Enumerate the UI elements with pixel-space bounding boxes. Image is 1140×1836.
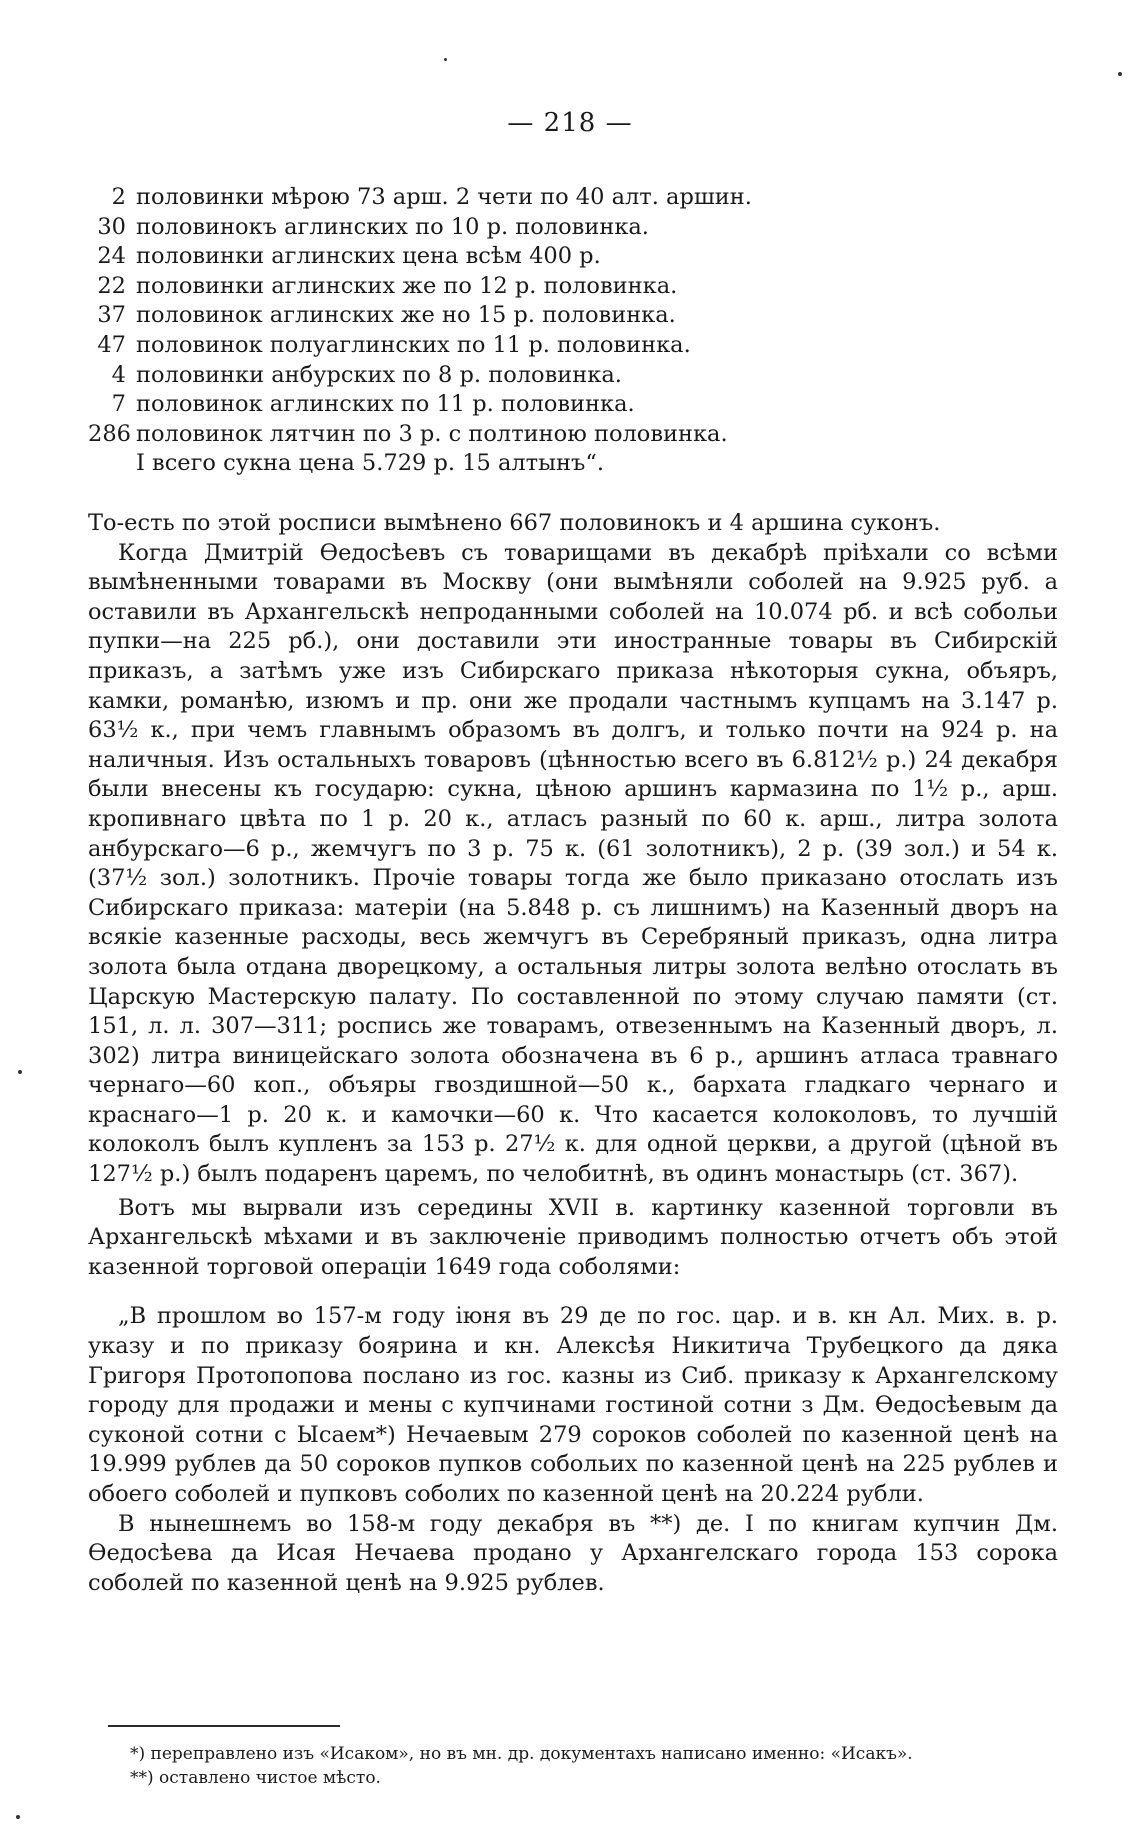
list-item bbox=[88, 301, 1058, 331]
list-total bbox=[88, 449, 1058, 479]
list-item-text: половинок аглинских по 11 р. половинка. bbox=[136, 391, 635, 418]
list-item-number: 7 bbox=[111, 391, 126, 418]
scan-speck bbox=[18, 1070, 22, 1074]
footnotes bbox=[130, 1742, 1060, 1790]
list-item-number: 286 bbox=[88, 420, 131, 447]
list-item-text: половинки мѣрою 73 арш. 2 чети по 40 алт. аршин. bbox=[136, 184, 752, 210]
scan-speck bbox=[444, 58, 447, 61]
list-item-number: 2 bbox=[111, 184, 126, 210]
list-item-text: половинок лятчин по 3 р. с полтиною половинка. bbox=[136, 420, 728, 447]
goods-list bbox=[88, 183, 1058, 479]
list-item-text: половинки анбурских по 8 р. половинка. bbox=[136, 361, 622, 388]
list-item-text: половинок полуаглинских по 11 р. половинка. bbox=[136, 331, 691, 358]
list-item-text: половинокъ аглинских по 10 р. половинка. bbox=[136, 213, 649, 240]
list-item-text: половинки аглинских цена всѣм 400 р. bbox=[136, 243, 601, 270]
page-number: — 218 — bbox=[507, 108, 633, 138]
paragraph-quote-report: „В прошлом во 157-м году іюня въ 29 де по гос. цар. и в. кн Ал. Мих. в. р. указу и по приказу боярина и кн. Алексѣя Никитича Трубецкого да дяка Григоря Протопопова послано из гос. казны из Сиб. приказу к Архангелскому городу для продажи и мены с купчинами гостиной сотни з Дм. Ѳедосѣевым да суконой сотни с Ысаем*) Нечаевым 279 сороков соболей по казенной ценѣ на 19.999 рублев да 50 сороков пупков собольих по казенной ценѣ на 225 рублев и обоего соболей и пупковъ соболих по казенной ценѣ на 20.224 рубли. bbox=[88, 1303, 1058, 1507]
list-item-number: 47 bbox=[97, 331, 126, 358]
list-item-number bbox=[88, 449, 136, 479]
paragraph-intro-report: Вотъ мы вырвали изъ середины XVII в. картинку казенной торговли въ Архангельскѣ мѣхами и въ заключеніе приводимъ полностью отчетъ объ этой казенной торговой операціи 1649 года соболями: bbox=[88, 1194, 1058, 1280]
footnote-1: *) переправлено изъ «Исаком», но въ мн. др. документахъ написано именно: «Исакъ». bbox=[130, 1744, 913, 1764]
list-item-number: 4 bbox=[111, 361, 126, 388]
footnote-divider bbox=[108, 1725, 340, 1727]
list-item bbox=[88, 331, 1058, 361]
list-item bbox=[88, 242, 1058, 272]
list-item-text: половинки аглинских же по 12 р. половинка. bbox=[136, 272, 678, 299]
body-text bbox=[88, 509, 1058, 1598]
paragraph-quote-sales: В нынешнемъ во 158-м году декабря въ **) де. I по книгам купчин Дм. Ѳедосѣева да Исая Нечаева продано у Архангелскаго города 153 сорока соболей по казенной ценѣ на 9.925 рублев. bbox=[88, 1510, 1058, 1596]
list-item-number: 37 bbox=[97, 302, 126, 329]
list-item-text: половинок аглинских же но 15 р. половинка. bbox=[136, 302, 676, 329]
scan-speck bbox=[16, 1815, 20, 1819]
scan-speck bbox=[1118, 72, 1122, 76]
paragraph-summary: То-есть по этой росписи вымѣнено 667 половинокъ и 4 аршина суконъ. bbox=[88, 510, 941, 536]
list-item bbox=[88, 361, 1058, 391]
footnote-2: **) оставлено чистое мѣсто. bbox=[130, 1768, 381, 1788]
list-item bbox=[88, 390, 1058, 420]
list-item bbox=[88, 420, 1058, 450]
list-item-number: 30 bbox=[97, 213, 126, 240]
list-item-number: 24 bbox=[97, 243, 126, 270]
list-total-text: I всего сукна цена 5.729 р. 15 алтынъ“. bbox=[136, 450, 605, 477]
list-item bbox=[88, 213, 1058, 243]
paragraph-main: Когда Дмитрій Ѳедосѣевъ съ товарищами въ декабрѣ пріѣхали со всѣми вымѣненными товарами въ Москву (они вымѣняли соболей на 9.925 руб. а оставили въ Архангельскѣ непроданными соболей на 10.074 рб. и всѣ собольи пупки—на 225 рб.), они доставили эти иностранные товары въ Сибирскій приказъ, а затѣмъ уже изъ Сибирскаго приказа нѣкоторыя сукна, объяръ, камки, романѣю, изюмъ и пр. они же продали частнымъ купцамъ на 3.147 р. 63½ к., при чемъ главнымъ образомъ въ долгъ, и только почти на 924 р. на наличныя. Изъ остальныхъ товаровъ (цѣнностью всего въ 6.812½ р.) 24 декабря были внесены къ государю: сукна, цѣною аршинъ кармазина по 1½ р., арш. кропивнаго цвѣта по 1 р. 20 к., атласъ разный по 60 к. арш., литра золота анбурскаго—6 р., жемчугъ по 3 р. 75 к. (61 золотникъ), 2 р. (39 зол.) и 54 к. (37½ зол.) золотникъ. Прочіе товары тогда же было приказано отослать изъ Сибирскаго приказа: матеріи (на 5.848 р. съ лишнимъ) на Казенный дворъ на всякіе казенные расходы, весь жемчугъ въ Серебряный приказъ, одна литра золота была отдана дворецкому, а остальныя литры золота велѣно отослать въ Царскую Мастерскую палату. По составленной по этому случаю памяти (ст. 151, л. л. 307—311; роспись же товарамъ, отвезеннымъ на Казенный дворъ, л. 302) литра виницейскаго золота обозначена въ 6 р., аршинъ атласа травнаго чернаго—60 коп., объяры гвоздишной—50 к., бархата гладкаго чернаго и краснаго—1 р. 20 к. и камочки—60 к. Что касается колоколовъ, то лучшій колоколъ былъ купленъ за 153 р. 27½ к. для одной церкви, а другой (цѣной въ 127½ р.) былъ подаренъ царемъ, по челобитнѣ, въ одинъ монастырь (ст. 367). bbox=[88, 539, 1058, 1188]
list-item bbox=[88, 183, 1058, 213]
list-item bbox=[88, 272, 1058, 302]
list-item-number: 22 bbox=[97, 272, 126, 299]
